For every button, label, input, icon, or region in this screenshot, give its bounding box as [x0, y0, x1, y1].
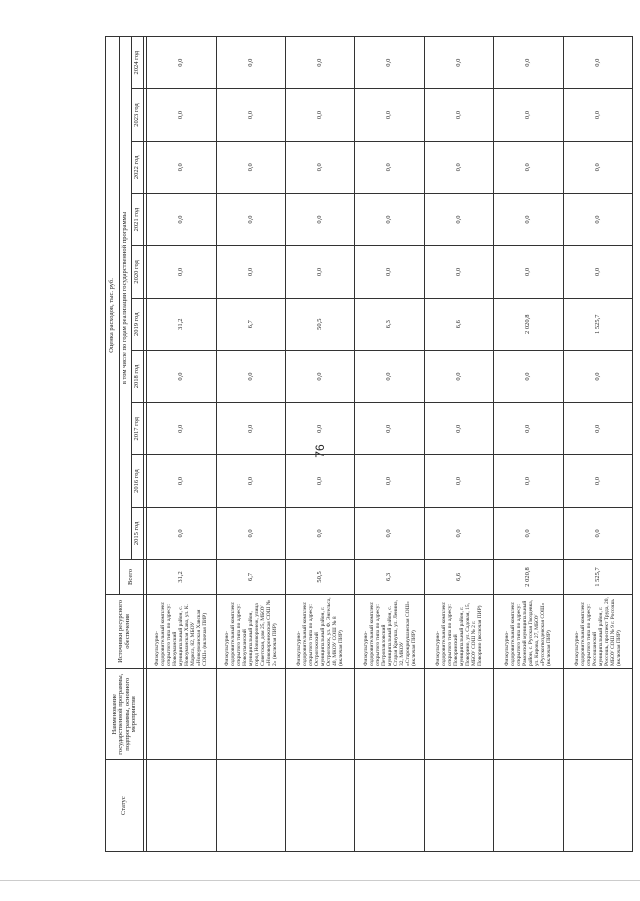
header-total: Всего — [120, 560, 144, 595]
year-cell: 0,0 — [563, 89, 632, 141]
table-row — [147, 37, 216, 852]
year-cell: 1 525,7 — [563, 298, 632, 350]
year-cell: 0,0 — [424, 89, 493, 141]
header-funding-source: Источники ресурсного обеспечения — [106, 594, 144, 668]
status-cell — [147, 760, 216, 852]
table-row — [494, 37, 563, 852]
year-cell: 2 020,8 — [494, 298, 563, 350]
table-row — [563, 37, 632, 852]
year-cell: 0,0 — [355, 507, 424, 559]
program-cell — [147, 668, 216, 760]
year-cell: 6,7 — [216, 298, 285, 350]
year-cell: 0,0 — [147, 507, 216, 559]
header-year: 2021 год — [132, 193, 144, 245]
year-cell: 0,0 — [424, 403, 493, 455]
budget-table — [105, 36, 633, 852]
program-cell — [494, 668, 563, 760]
total-cell: 2 020,8 — [494, 560, 563, 595]
table-row — [424, 37, 493, 852]
total-cell: 50,5 — [286, 560, 355, 595]
header-program-name: Наименование государственной программы, подпрограммы, основного мероприятия — [106, 668, 144, 760]
year-cell: 0,0 — [494, 141, 563, 193]
year-cell: 0,0 — [286, 455, 355, 507]
program-cell — [286, 668, 355, 760]
year-cell: 0,0 — [216, 37, 285, 89]
year-cell: 0,0 — [286, 193, 355, 245]
year-cell: 0,0 — [355, 350, 424, 402]
year-cell: 0,0 — [147, 403, 216, 455]
header-year: 2019 год — [132, 298, 144, 350]
year-cell: 0,0 — [286, 89, 355, 141]
year-cell: 0,0 — [355, 455, 424, 507]
status-cell — [563, 760, 632, 852]
year-cell: 0,0 — [424, 507, 493, 559]
header-year: 2015 год — [132, 507, 144, 559]
year-cell: 0,0 — [355, 89, 424, 141]
status-cell — [424, 760, 493, 852]
header-year: 2020 год — [132, 246, 144, 298]
year-cell: 0,0 — [355, 246, 424, 298]
year-cell: 0,0 — [355, 37, 424, 89]
source-cell: Физкультурно-оздоровительный комплекс открытого типа по адресу: Россошанский муниципальный район, г. Россошь, проспект Труда, 20, МБОУ СОШ № 9 г. Россошь (включая ПИР) — [563, 594, 632, 668]
year-cell: 6,6 — [424, 298, 493, 350]
year-cell: 0,0 — [147, 193, 216, 245]
year-cell: 0,0 — [355, 403, 424, 455]
year-cell: 0,0 — [216, 246, 285, 298]
source-cell: Физкультурно-оздоровительный комплекс открытого типа по адресу: Новоуманский муниципальный район, с. Новоуманская Хава, ул. К. Маркса, 82, МБОУ «Новоуманская Хавская СОШ» (включая ПИР) — [147, 594, 216, 668]
year-cell: 0,0 — [563, 507, 632, 559]
year-cell: 0,0 — [355, 193, 424, 245]
header-year: 2023 год — [132, 89, 144, 141]
year-cell: 0,0 — [563, 246, 632, 298]
source-cell: Физкультурно-оздоровительный комплекс открытого типа по адресу: Острогожский муниципальный район, г. Острогожск, ул. Ф. Энгельса, 40, МКОУ СОШ № 8 (включая ПИР) — [286, 594, 355, 668]
year-cell: 0,0 — [286, 246, 355, 298]
year-cell: 0,0 — [563, 141, 632, 193]
total-cell: 6,6 — [424, 560, 493, 595]
year-cell: 0,0 — [216, 89, 285, 141]
header-year: 2018 год — [132, 350, 144, 402]
year-cell: 0,0 — [355, 141, 424, 193]
year-cell: 0,0 — [424, 193, 493, 245]
year-cell: 0,0 — [216, 141, 285, 193]
source-cell: Физкультурно-оздоровительный комплекс открытого типа по адресу: Рамонский муниципальный район, с. Русская Гвоздевка, ул. Кирова, 27, МБОУ «Русскогвоздевская СОШ» (включая ПИР) — [494, 594, 563, 668]
year-cell: 0,0 — [424, 350, 493, 402]
year-cell: 0,0 — [494, 507, 563, 559]
year-cell: 0,0 — [147, 37, 216, 89]
year-cell: 0,0 — [563, 37, 632, 89]
table-row — [216, 37, 285, 852]
year-cell: 0,0 — [216, 403, 285, 455]
year-cell: 0,0 — [216, 193, 285, 245]
year-cell: 0,0 — [494, 37, 563, 89]
source-cell: Физкультурно-оздоровительный комплекс открытого типа по адресу: Поворинский муниципальный район, г. Поворино, ул. Садовая, 15, МБОУ СОШ № 2 г. Поворино (включая ПИР) — [424, 594, 493, 668]
year-cell: 0,0 — [147, 246, 216, 298]
year-cell: 0,0 — [563, 403, 632, 455]
year-cell: 0,0 — [424, 141, 493, 193]
total-cell: 31,2 — [147, 560, 216, 595]
year-cell: 0,0 — [286, 37, 355, 89]
table-row — [286, 37, 355, 852]
program-cell — [563, 668, 632, 760]
source-cell: Физкультурно-оздоровительный комплекс открытого типа по адресу: Петропавловский муниципальный район, с. Старая Криуша, ул. Ленина, 32, МКОУ «Старокриушанская СОШ» (включая ПИР) — [355, 594, 424, 668]
page-number: 76 — [313, 444, 327, 458]
year-cell: 0,0 — [147, 89, 216, 141]
year-cell: 0,0 — [424, 37, 493, 89]
source-cell: Физкультурно-оздоровительный комплекс открытого типа по адресу: Новоусманский муниципальный район, город Нововоронеж, улица Советская, дом 25, МБОУ «Нововоронежская СОШ № 2» (включая ПИР) — [216, 594, 285, 668]
year-cell: 0,0 — [286, 507, 355, 559]
year-cell: 0,0 — [147, 455, 216, 507]
year-cell: 0,0 — [147, 350, 216, 402]
total-cell: 6,3 — [355, 560, 424, 595]
header-cost-estimate: Оценка расходов, тыс. руб. — [106, 37, 120, 595]
year-cell: 0,0 — [494, 246, 563, 298]
year-cell: 0,0 — [216, 350, 285, 402]
total-cell: 6,7 — [216, 560, 285, 595]
status-cell — [355, 760, 424, 852]
year-cell: 0,0 — [216, 455, 285, 507]
status-cell — [494, 760, 563, 852]
year-cell: 0,0 — [494, 89, 563, 141]
year-cell: 0,0 — [494, 455, 563, 507]
status-cell — [216, 760, 285, 852]
year-cell: 0,0 — [424, 246, 493, 298]
year-cell: 0,0 — [494, 403, 563, 455]
year-cell: 0,0 — [147, 141, 216, 193]
header-year: 2022 год — [132, 141, 144, 193]
header-year: 2017 год — [132, 403, 144, 455]
header-year: 2016 год — [132, 455, 144, 507]
year-cell: 0,0 — [424, 455, 493, 507]
scan-edge-line — [0, 880, 640, 881]
year-cell: 0,0 — [286, 350, 355, 402]
program-cell — [216, 668, 285, 760]
year-cell: 0,0 — [563, 193, 632, 245]
total-cell: 1 525,7 — [563, 560, 632, 595]
program-cell — [424, 668, 493, 760]
year-cell: 0,0 — [286, 141, 355, 193]
year-cell: 31,2 — [147, 298, 216, 350]
table-row — [355, 37, 424, 852]
year-cell: 0,0 — [494, 350, 563, 402]
year-cell: 0,0 — [216, 507, 285, 559]
year-cell: 0,0 — [563, 455, 632, 507]
header-status: Статус — [106, 760, 144, 852]
year-cell: 0,0 — [494, 193, 563, 245]
year-cell: 6,3 — [355, 298, 424, 350]
year-cell: 0,0 — [286, 403, 355, 455]
year-cell: 0,0 — [563, 350, 632, 402]
header-year: 2024 год — [132, 37, 144, 89]
year-cell: 50,5 — [286, 298, 355, 350]
program-cell — [355, 668, 424, 760]
header-by-years: в том числе по годам реализации государственной программы — [120, 37, 132, 560]
status-cell — [286, 760, 355, 852]
